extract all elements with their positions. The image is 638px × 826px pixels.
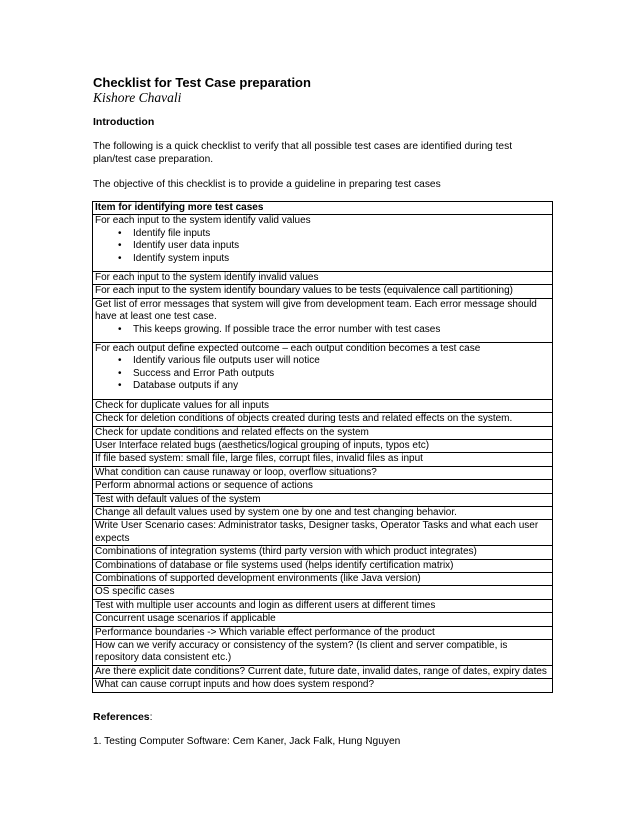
table-row <box>93 640 553 666</box>
intro-heading: Introduction <box>93 116 155 128</box>
table-cell <box>93 640 553 666</box>
checklist-item-text: For each input to the system identify valid values <box>95 215 311 227</box>
checklist-item-text: Are there explicit date conditions? Current date, future date, invalid dates, range of dates, expiry dates <box>95 665 547 677</box>
checklist-item-text: Test with multiple user accounts and login as different users at different times <box>95 599 436 611</box>
checklist-item-text: Concurrent usage scenarios if applicable <box>95 613 276 625</box>
checklist-item-text: User Interface related bugs (aesthetics/logical grouping of inputs, typos etc) <box>95 439 430 451</box>
table-row <box>93 215 553 272</box>
checklist-item-text: Test with default values of the system <box>95 493 261 505</box>
table-row <box>93 399 553 412</box>
bullet-item: • Identify various file outputs user will notice <box>133 355 550 367</box>
checklist-item-text: Check for deletion conditions of objects created during tests and related effects on the system. <box>95 413 513 425</box>
table-row <box>93 285 553 298</box>
checklist-item-text: If file based system: small file, large files, corrupt files, invalid files as input <box>95 453 423 465</box>
table-cell <box>93 599 553 612</box>
table-cell <box>93 399 553 412</box>
table-cell <box>93 559 553 572</box>
bullet-list <box>95 228 550 265</box>
table-cell <box>93 426 553 439</box>
checklist-item-text: Get list of error messages that system will give from development team. Each error message should have at least one test case. <box>95 298 537 323</box>
table-row <box>93 520 553 546</box>
checklist-item-text: Change all default values used by system one by one and test changing behavior. <box>95 506 457 518</box>
table-cell <box>93 520 553 546</box>
bullet-list <box>95 324 550 336</box>
bullet-item: • Success and Error Path outputs <box>133 368 550 380</box>
table-cell <box>93 493 553 506</box>
checklist-item-text: For each output define expected outcome – each output condition becomes a test case <box>95 343 481 355</box>
checklist-item-text: For each input to the system identify boundary values to be tests (equivalence call partitioning) <box>95 285 514 297</box>
checklist-item-text: Write User Scenario cases: Administrator tasks, Designer tasks, Operator Tasks and what each user expects <box>95 520 539 544</box>
table-row <box>93 626 553 639</box>
table-row <box>93 546 553 559</box>
table-cell <box>93 665 553 678</box>
table-row <box>93 493 553 506</box>
table-cell <box>93 480 553 493</box>
checklist-item-text: For each input to the system identify invalid values <box>95 272 319 284</box>
checklist-item-text: Perform abnormal actions or sequence of actions <box>95 480 313 492</box>
table-cell <box>93 298 553 342</box>
table-row <box>93 343 553 400</box>
table-row <box>93 298 553 342</box>
table-cell <box>93 343 553 400</box>
references-heading: References <box>93 711 150 723</box>
checklist-table <box>92 201 553 693</box>
table-row <box>93 679 553 692</box>
table-row <box>93 506 553 519</box>
table-row <box>93 613 553 626</box>
table-header-row <box>93 202 553 215</box>
checklist-item-text: Check for update conditions and related effects on the system <box>95 426 369 438</box>
table-row <box>93 559 553 572</box>
checklist-item-text: What can cause corrupt inputs and how does system respond? <box>95 679 375 691</box>
table-row <box>93 599 553 612</box>
table-row <box>93 272 553 285</box>
bullet-item: • Identify user data inputs <box>133 240 550 252</box>
table-row <box>93 413 553 426</box>
checklist-item-text: OS specific cases <box>95 586 175 598</box>
references-heading-line <box>93 711 153 723</box>
table-cell <box>93 626 553 639</box>
table-cell <box>93 272 553 285</box>
table-cell <box>93 546 553 559</box>
table-cell <box>93 439 553 452</box>
table-row <box>93 586 553 599</box>
table-cell <box>93 586 553 599</box>
table-cell <box>93 466 553 479</box>
document-title: Checklist for Test Case preparation <box>93 75 311 90</box>
reference-item: 1. Testing Computer Software: Cem Kaner, Jack Falk, Hung Nguyen <box>93 736 401 747</box>
table-row <box>93 453 553 466</box>
table-row <box>93 572 553 585</box>
table-cell <box>93 506 553 519</box>
bullet-list <box>95 355 550 392</box>
table-cell <box>93 679 553 692</box>
table-row <box>93 439 553 452</box>
checklist-item-text: Combinations of database or file systems used (helps identify certification matrix) <box>95 559 454 571</box>
table-cell <box>93 215 553 272</box>
checklist-item-text: How can we verify accuracy or consistency of the system? (Is client and server compatible, is repository data consistent etc.) <box>95 640 508 664</box>
table-cell <box>93 613 553 626</box>
table-cell <box>93 572 553 585</box>
table-header-cell: Item for identifying more test cases <box>93 202 553 215</box>
table-cell <box>93 413 553 426</box>
checklist-body <box>93 215 553 692</box>
table-row <box>93 480 553 493</box>
references-colon: : <box>149 711 153 723</box>
bullet-item: • Identify file inputs <box>133 228 550 240</box>
checklist-item-text: Performance boundaries -> Which variable effect performance of the product <box>95 626 435 638</box>
bullet-item: • This keeps growing. If possible trace the error number with test cases <box>133 324 550 336</box>
table-row <box>93 466 553 479</box>
objective-paragraph: The objective of this checklist is to provide a guideline in preparing test cases <box>93 179 441 190</box>
table-cell <box>93 285 553 298</box>
table-row <box>93 426 553 439</box>
table-cell <box>93 453 553 466</box>
checklist-item-text: Check for duplicate values for all inputs <box>95 399 269 411</box>
bullet-item: • Database outputs if any <box>133 380 550 392</box>
checklist-item-text: Combinations of supported development environments (like Java version) <box>95 572 421 584</box>
bullet-item: • Identify system inputs <box>133 253 550 265</box>
intro-paragraph: The following is a quick checklist to verify that all possible test cases are identified during test plan/test case preparation. <box>93 141 513 165</box>
checklist-item-text: What condition can cause runaway or loop, overflow situations? <box>95 466 377 478</box>
document-author: Kishore Chavali <box>93 90 182 105</box>
checklist-item-text: Combinations of integration systems (third party version with which product integrates) <box>95 546 477 558</box>
table-row <box>93 665 553 678</box>
